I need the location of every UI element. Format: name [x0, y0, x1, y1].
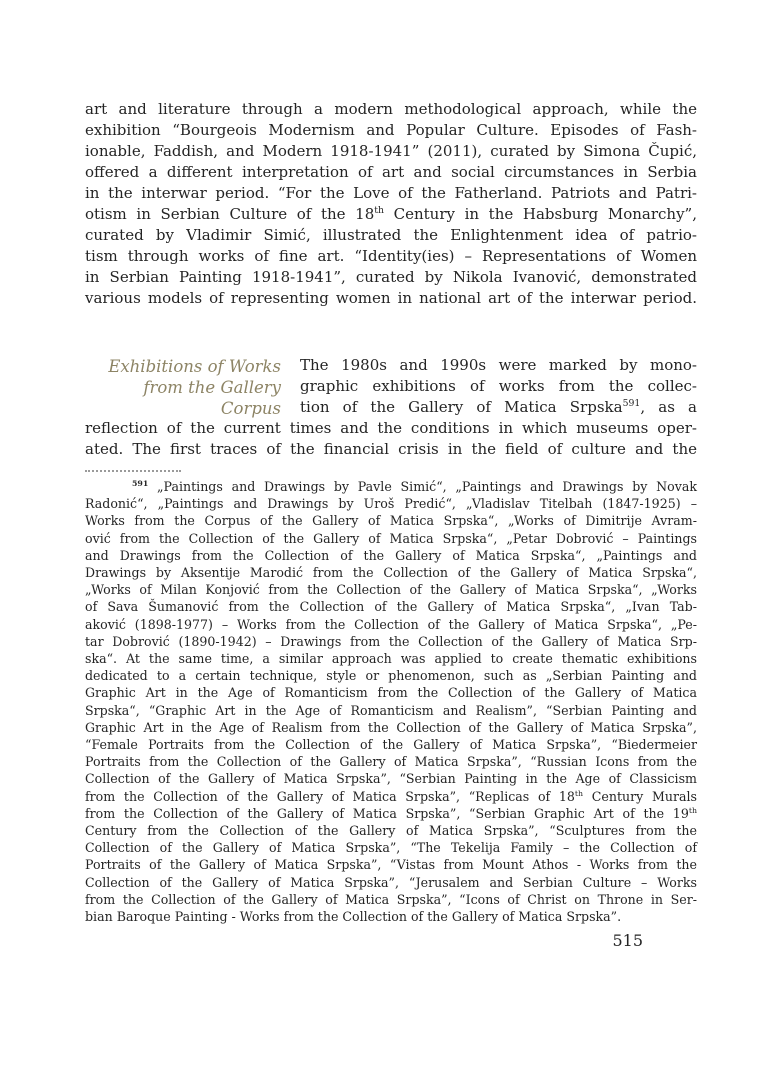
text-line: various models of representing women in national art of the interwar period. [85, 289, 697, 307]
text-line: otism in Serbian Culture of the 18th Century in the Habsburg Monarchy”, [85, 205, 697, 223]
text-line: Drawings by Aksentije Marodić from the Collection of the Gallery of Matica Srpska“, [85, 565, 697, 581]
text-line: Graphic Art in the Age of Realism from the Collection of the Gallery of Matica Srpska”, [85, 719, 697, 735]
footnote [85, 478, 697, 925]
text-line: Collection of the Gallery of Matica Srpska”, “Jerusalem and Serbian Culture – Works [85, 874, 697, 890]
body-paragraph [85, 99, 697, 309]
section-gallery-corpus [85, 355, 697, 460]
text-line: Portraits of the Gallery of Matica Srpska”, “Vistas from Mount Athos - Works from the [85, 857, 697, 873]
text-line: tism through works of fine art. “Identity(ies) – Representations of Women [85, 247, 697, 265]
text-line: Portraits from the Collection of the Gallery of Matica Srpska”, “Russian Icons from the [85, 754, 697, 770]
text-line: Srpska“, “Graphic Art in the Age of Romanticism and Realism”, “Serbian Painting and [85, 702, 697, 718]
text-line: tar Dobrović (1890-1942) – Drawings from the Collection of the Gallery of Matica Srp- [85, 633, 697, 649]
text-line: Collection of the Gallery of Matica Srpska”, “The Tekelija Family – the Collection of [85, 840, 697, 856]
text-line: ionable, Faddish, and Modern 1918-1941” (2011), curated by Simona Čupić, [85, 142, 697, 160]
page-number: 515 [612, 931, 643, 950]
section-text-full-width [85, 418, 697, 460]
superscript: th [574, 788, 584, 798]
superscript: th [374, 205, 384, 216]
text-line: „Works of Milan Konjović from the Collection of the Gallery of Matica Srpska“, „Works [85, 582, 697, 598]
text-line: graphic exhibitions of works from the collec- [300, 377, 697, 395]
text-line: Collection of the Gallery of Matica Srpska”, “Serbian Painting in the Age of Classicism [85, 771, 697, 787]
text-line: reflection of the current times and the conditions in which museums oper- [85, 419, 697, 437]
text-line: aković (1898-1977) – Works from the Collection of the Gallery of Matica Srpska“, „Pe- [85, 616, 697, 632]
superscript: th [688, 805, 697, 815]
text-line: from the Collection of the Gallery of Matica Srpska”, “Replicas of 18th Century Murals [85, 788, 697, 804]
text-line: from the Collection of the Gallery of Matica Srpska”, “Icons of Christ on Throne in Ser- [85, 891, 697, 907]
margin-heading [85, 356, 281, 419]
text-line: Exhibitions of Works [108, 357, 281, 376]
text-line: of Sava Šumanović from the Collection of the Gallery of Matica Srpska“, „Ivan Tab- [85, 599, 697, 615]
text-line: art and literature through a modern methodological approach, while the [85, 100, 697, 118]
text-line: curated by Vladimir Simić, illustrated the Enlightenment idea of patrio- [85, 226, 697, 244]
text-line: ska“. At the same time, a similar approach was applied to create thematic exhibitions [85, 651, 697, 667]
text-line: “Female Portraits from the Collection of the Gallery of Matica Srpska”, “Biedermeier [85, 737, 697, 753]
text-line: offered a different interpretation of art and social circumstances in Serbia [85, 163, 697, 181]
section-text-beside-heading [300, 355, 697, 418]
footnote-separator-dotted-rule [85, 470, 181, 472]
text-line: $^{591}$ „Paintings and Drawings by Pavle Simić“, „Paintings and Drawings by Novak [132, 478, 697, 494]
text-line: tion of the Gallery of Matica Srpska$^{591}$, as a [300, 398, 698, 416]
text-line: ated. The first traces of the financial crisis in the field of culture and the [85, 440, 697, 458]
text-line: in the interwar period. “For the Love of the Fatherland. Patriots and Patri- [85, 184, 697, 202]
text-line: dedicated to a certain technique, style or phenomenon, such as „Serbian Painting and [85, 668, 697, 684]
text-line: Radonić“, „Paintings and Drawings by Uroš Predić“, „Vladislav Titelbah (1847-1925) – [85, 496, 697, 512]
text-line: Century from the Collection of the Gallery of Matica Srpska”, “Sculptures from the [85, 823, 697, 839]
text-line: ović from the Collection of the Gallery of Matica Srpska“, „Petar Dobrović – Paintings [85, 530, 697, 546]
superscript: 591 [622, 398, 641, 409]
text-line: and Drawings from the Collection of the Gallery of Matica Srpska“, „Paintings and [85, 547, 697, 563]
superscript: 591 [132, 478, 149, 488]
text-line: The 1980s and 1990s were marked by mono- [300, 356, 697, 374]
text-line: from the Gallery Corpus [143, 378, 281, 418]
text-line: bian Baroque Painting - Works from the Collection of the Gallery of Matica Srpska”. [85, 909, 622, 925]
text-line: exhibition “Bourgeois Modernism and Popular Culture. Episodes of Fash- [85, 121, 697, 139]
text-line: Works from the Corpus of the Gallery of Matica Srpska“, „Works of Dimitrije Avram- [85, 513, 697, 529]
text-line: Graphic Art in the Age of Romanticism from the Collection of the Gallery of Matica [85, 685, 697, 701]
text-line: in Serbian Painting 1918-1941”, curated by Nikola Ivanović, demonstrated [85, 268, 697, 286]
text-line: from the Collection of the Gallery of Matica Srpska”, “Serbian Graphic Art of the 19th [85, 805, 697, 821]
